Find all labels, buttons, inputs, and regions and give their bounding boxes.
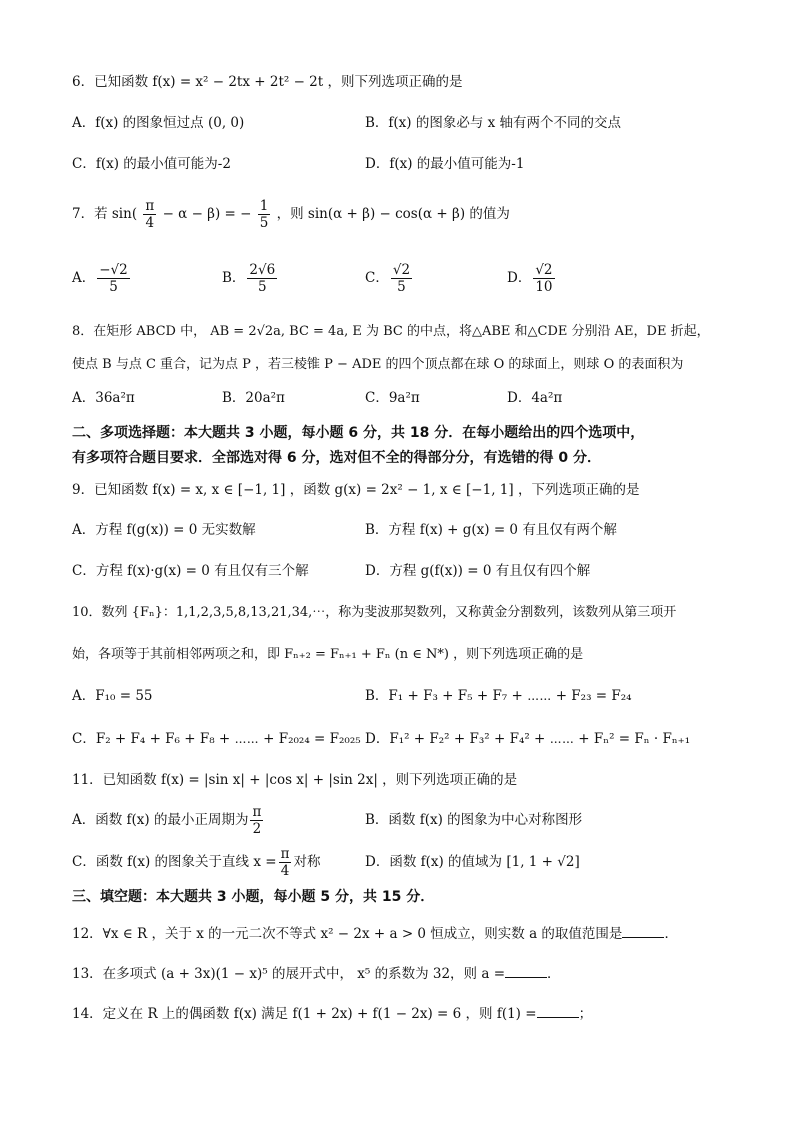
section-2-heading-line-2: 有多项符合题目要求．全部选对得 6 分，选对但不全的得部分分，有选错的得 0 分． [72,450,601,466]
q6-option-a: A．f(x) 的图象恒过点 (0, 0) [72,115,245,131]
section-3-heading: 三、填空题：本大题共 3 小题，每小题 5 分，共 15 分． [72,889,435,905]
q9-stem: 9．已知函数 f(x) = x, x ∈ [−1, 1] ，函数 g(x) = 2x² − 1, x ∈ [−1, 1] ，下列选项正确的是 [72,482,640,498]
q8-line-2: 使点 B 与点 C 重合，记为点 P ，若三棱锥 P − ADE 的四个顶点都在球 O 的球面上，则球 O 的表面积为 [72,357,684,372]
q8-option-b: B．20a²π [222,390,285,406]
q7-frac-pi-4: $\frac{\pi}{4}$ [145,198,155,231]
q7-option-b: B． $\frac{2√6}{5}$ [222,262,276,295]
q13-answer-blank[interactable] [505,965,547,978]
q10-option-b: B．F₁ + F₃ + F₅ + F₇ + ⋯⋯ + F₂₃ = F₂₄ [365,688,632,704]
q7-frac-1-5: $\frac{1}{5}$ [259,198,269,231]
q7-option-a: A． $\frac{-√2}{5}$ [72,262,128,295]
q6-stem: 6．已知函数 f(x) = x² − 2tx + 2t² − 2t ，则下列选项正确的是 [72,74,463,90]
q10-line-2: 始，各项等于其前相邻两项之和，即 Fₙ₊₂ = Fₙ₊₁ + Fₙ (n ∈ N*) ，则下列选项正确的是 [72,647,584,662]
q7-stem-suffix: ，则 sin(α + β) − cos(α + β) 的值为 [276,206,510,222]
q7-option-c: C． $\frac{√2}{5}$ [365,262,411,295]
q12: 12．∀x ∈ R ，关于 x 的一元二次不等式 x² − 2x + a > 0 恒成立，则实数 a 的取值范围是 ． [72,926,678,942]
q7-stem [72,196,510,232]
q14-answer-blank[interactable] [537,1005,579,1018]
q6-option-b: B．f(x) 的图象必与 x 轴有两个不同的交点 [365,115,622,131]
q8-line-1: 8．在矩形 ABCD 中， AB = 2√2a, BC = 4a, E 为 BC 的中点，将△ABE 和△CDE 分别沿 AE，DE 折起， [72,324,710,339]
q10-option-d: D．F₁² + F₂² + F₃² + F₄² + ⋯⋯ + Fₙ² = Fₙ · Fₙ₊₁ [365,731,691,747]
q7-option-d: D． $\frac{√2}{10}$ [507,262,553,295]
q11-option-d: D．函数 f(x) 的值域为 [1, 1 + √2] [365,854,580,870]
q8-option-c: C．9a²π [365,390,420,406]
q11-stem: 11．已知函数 f(x) = |sin x| + |cos x| + |sin 2x| ，则下列选项正确的是 [72,772,518,788]
q7-stem-mid: − α − β) = − [162,206,252,222]
q11-option-c: C．函数 f(x) 的图象关于直线 x = $\frac{\pi}{4}$ 对称 [72,846,321,879]
q7-stem-prefix: 7．若 sin( [72,206,138,222]
q13: 13．在多项式 (a + 3x)(1 − x)⁵ 的展开式中， x⁵ 的系数为 32，则 a = ． [72,966,561,982]
section-2-heading-line-1: 二、多项选择题：本大题共 3 小题，每小题 6 分，共 18 分．在每小题给出的四个选项中， [72,425,645,441]
q10-line-1: 10．数列 {Fₙ}：1,1,2,3,5,8,13,21,34,⋯，称为斐波那契数列，又称黄金分割数列，该数列从第三项开 [72,605,677,620]
q9-option-b: B．方程 f(x) + g(x) = 0 有且仅有两个解 [365,522,617,538]
q10-option-a: A．F₁₀ = 55 [72,688,153,704]
q8-option-d: D．4a²π [507,390,563,406]
q14: 14．定义在 R 上的偶函数 f(x) 满足 f(1 + 2x) + f(1 − 2x) = 6 ，则 f(1) = ； [72,1006,593,1022]
q6-option-c: C．f(x) 的最小值可能为-2 [72,156,231,172]
q9-option-c: C．方程 f(x)·g(x) = 0 有且仅有三个解 [72,563,309,579]
q11-option-a: A．函数 f(x) 的最小正周期为 $\frac{\pi}{2}$ [72,804,262,837]
q8-option-a: A．36a²π [72,390,135,406]
q9-option-d: D．方程 g(f(x)) = 0 有且仅有四个解 [365,563,591,579]
q12-answer-blank[interactable] [622,925,664,938]
q6-option-d: D．f(x) 的最小值可能为-1 [365,156,525,172]
q10-option-c: C．F₂ + F₄ + F₆ + F₈ + ⋯⋯ + F₂₀₂₄ = F₂₀₂₅ [72,731,361,747]
q9-option-a: A．方程 f(g(x)) = 0 无实数解 [72,522,256,538]
q11-option-b: B．函数 f(x) 的图象为中心对称图形 [365,812,583,828]
